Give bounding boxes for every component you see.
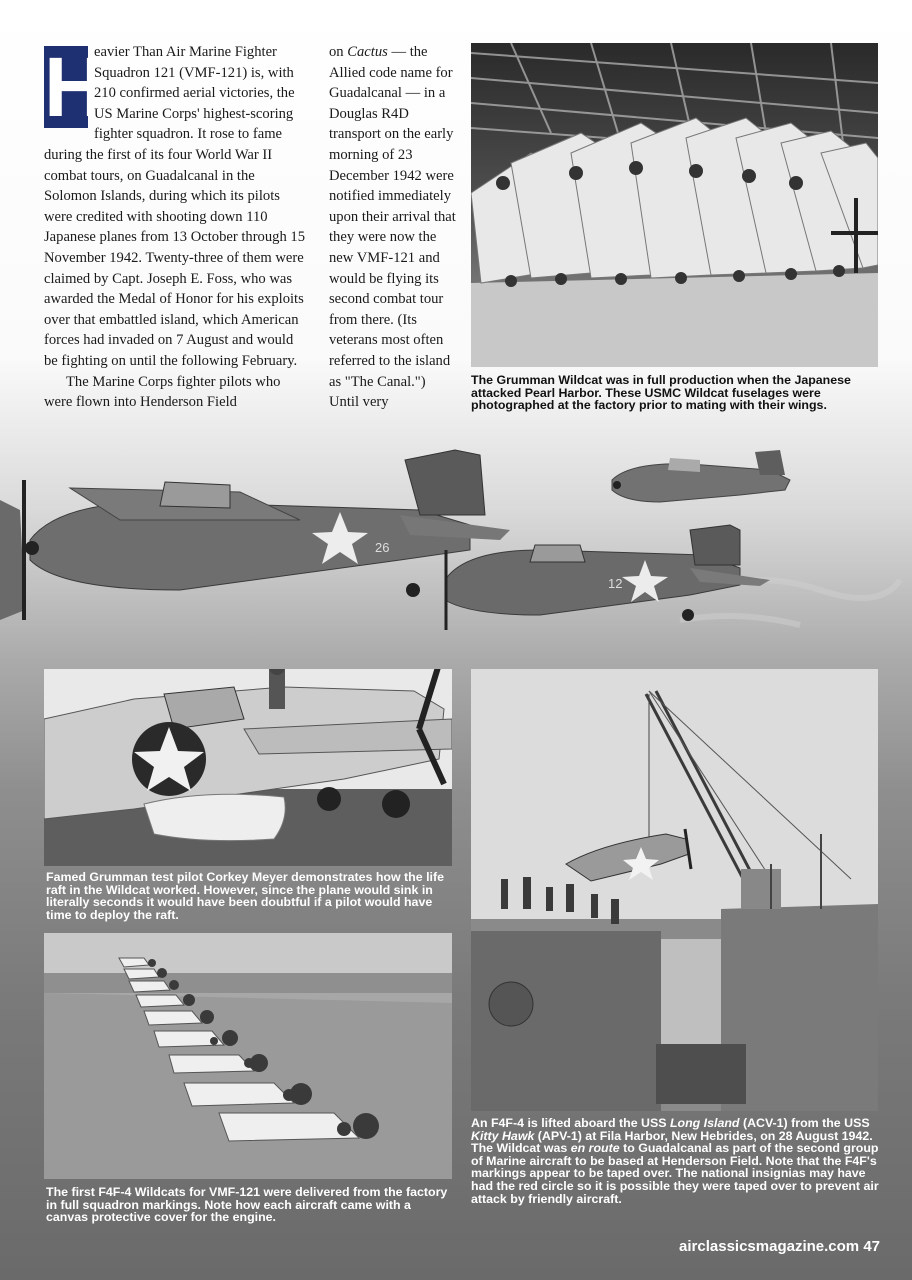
article-col2-cactus: Cactus [347,44,388,60]
article-paragraph-1: eavier Than Air Marine Fighter Squadron 121 (VMF-121) is, with 210 confirmed aerial victories, the US Marine Corps' highest-scoring fighter squadron. It rose to fame during the first of its four World War II combat tours, on Guadalcanal in the Solomon Islands, during which its pilots were credited with shooting down 110 Japanese planes from 13 October through 15 November 1942. Twenty-three of them were claimed by Capt. Joseph E. Foss, who was awarded the Medal of Honor for his exploits over that embattled island, which American forces had invaded on 7 August and would be fighting on until the following February. [44,44,305,369]
lead-plane-number: 26 [375,540,390,555]
article-column-1 [44,42,310,413]
drop-cap: H [44,40,105,134]
caption-corkey-meyer: Famed Grumman test pilot Corkey Meyer demonstrates how the life raft in the Wildcat worked. However, since the plane would sink in literally seconds it would have been doubtful if a pilot would have time to deploy the raft. [46,870,444,922]
caption-crane-ship2: Kitty Hawk [471,1128,535,1143]
article-col2-text-a: on [329,44,348,60]
caption-crane-ship1: Long Island [669,1116,740,1130]
caption-crane-text-a: An F4F-4 is lifted aboard the USS [471,1116,670,1130]
wing-plane-number: 12 [608,576,623,591]
caption-f4f4: The first F4F-4 Wildcats for VMF-121 were delivered from the factory in full squadron markings. Note how each aircraft came with a canvas protective cover for the engine. [46,1185,448,1225]
footer-site: airclassicsmagazine.com [679,1238,860,1255]
caption-factory: The Grumman Wildcat was in full production when the Japanese attacked Pearl Harbor. These USMC Wildcat fuselages were photographed at the factory prior to mating with their wings. [471,373,851,413]
corkey-meyer-photo [44,669,452,866]
caption-crane-text-d: to Guadalcanal as part of the second group of Marine aircraft to be based at Henderson Field. Note that the F4F's markings appear to be taped over. The national insignias may have had the red circle so it is possible they were taped over to prevent air attack by friendly aircraft. [471,1141,879,1206]
page-number: 47 [863,1238,880,1255]
page-footer [679,1238,880,1255]
flying-wildcats-photo [0,440,912,650]
crane-lift-photo [471,669,878,1111]
caption-crane-text-b: (ACV-1) from the USS [739,1116,870,1130]
article-column-2 [329,42,457,413]
caption-crane-text-c: (APV-1) at Fila Harbor, New Hebrides, on 28 August 1942. The Wildcat was [471,1128,873,1156]
caption-crane-enroute: en route [570,1141,620,1156]
factory-fuselages-photo [471,43,878,367]
article-paragraph-2: The Marine Corps fighter pilots who were flown into Henderson Field [44,373,281,411]
article-col2-text-b: — the Allied code name for Guadalcanal — in a Douglas R4D transport on the early morning of 23 December 1942 were notified immediately upon their arrival that they were now the new VMF-121 and would be flying its second combat tour from there. (Its veterans most often referred to the island as "The Canal.") Until very [329,44,456,411]
f4f4-lineup-photo [44,933,452,1179]
caption-crane-lift [471,1117,881,1205]
